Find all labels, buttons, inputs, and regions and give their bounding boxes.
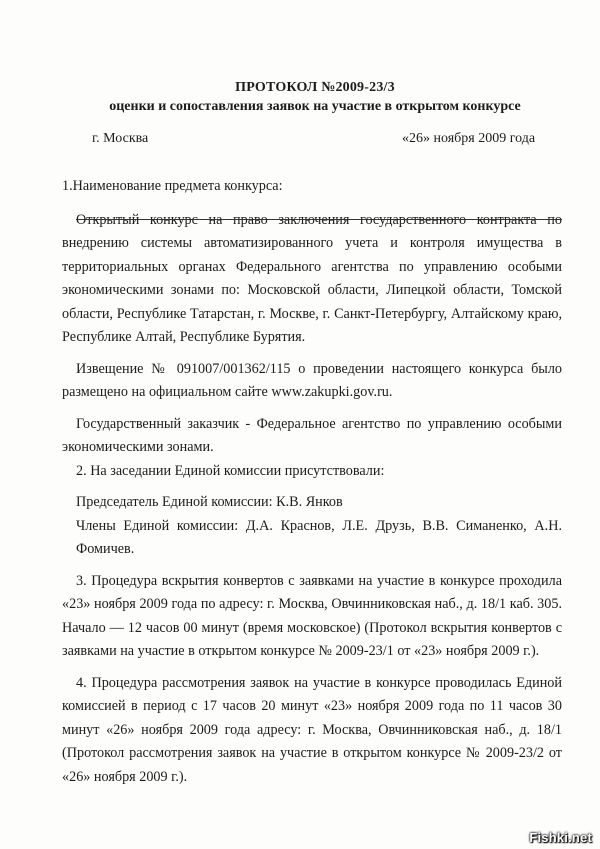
section-1-subject: [62, 209, 562, 350]
title-block: [0, 80, 600, 115]
city: г. Москва: [92, 131, 149, 146]
section-2-heading: 2. На заседании Единой комиссии присутствовали:: [76, 462, 385, 479]
commission-members: Члены Единой комиссии: Д.А. Краснов, Л.Е. Друзь, В.В. Симаненко, А.Н. Фомичев.: [76, 517, 562, 557]
struck-text: Открытый конкурс на право заключения государственного контракта по: [76, 211, 562, 228]
section-1-notice: Извещение № 091007/001362/115 о проведении настоящего конкурса было размещено на официальном сайте www.zakupki.gov.ru.: [62, 360, 562, 400]
protocol-title: ПРОТОКОЛ №2009-23/3: [235, 80, 395, 95]
document-body: [62, 175, 562, 789]
subject-text: внедрению системы автоматизированного учета и контроля имущества в территориальных органах Федерального агентства по управлению особыми экономическими зонами по: Московской области, Липецкой области, Томской области, Республике Татарстан, г. Москве, г. Санкт-Петербургу, Алтайскому краю, Республике Алтай, Республике Бурятия.: [62, 235, 562, 345]
protocol-subtitle: оценки и сопоставления заявок на участие в открытом конкурсе: [109, 99, 521, 114]
section-1-customer: Государственный заказчик - Федеральное агентство по управлению особыми экономическими зонами.: [62, 415, 562, 455]
section-1-heading: 1.Наименование предмета конкурса:: [62, 178, 283, 194]
watermark: Fishki.net: [529, 830, 592, 845]
section-3: 3. Процедура вскрытия конвертов с заявками на участие в конкурсе проходила «23» ноября 2009 года по адресу: г. Москва, Овчинниковская наб., д. 18/1 каб. 305. Начало — 12 часов 00 минут (время московское) (Протокол вскрытия конвертов с заявками на участие в открытом конкурсе № 2009-23/1 от «23» ноября 2009 г.).: [62, 572, 562, 659]
document-date: «26» ноября 2009 года: [402, 131, 536, 146]
commission-chair: Председатель Единой комиссии: К.В. Янков: [76, 494, 343, 510]
section-4: 4. Процедура рассмотрения заявок на участие в конкурсе проводилась Единой комиссией в период с 17 часов 20 минут «23» ноября 2009 года по 11 часов 30 минут «26» ноября 2009 года адресу: г. Москва, Овчинниковская наб., д. 18/1 (Протокол рассмотрения заявок на участие в открытом конкурсе № 2009-23/2 от «26» ноября 2009 г.).: [62, 674, 562, 785]
